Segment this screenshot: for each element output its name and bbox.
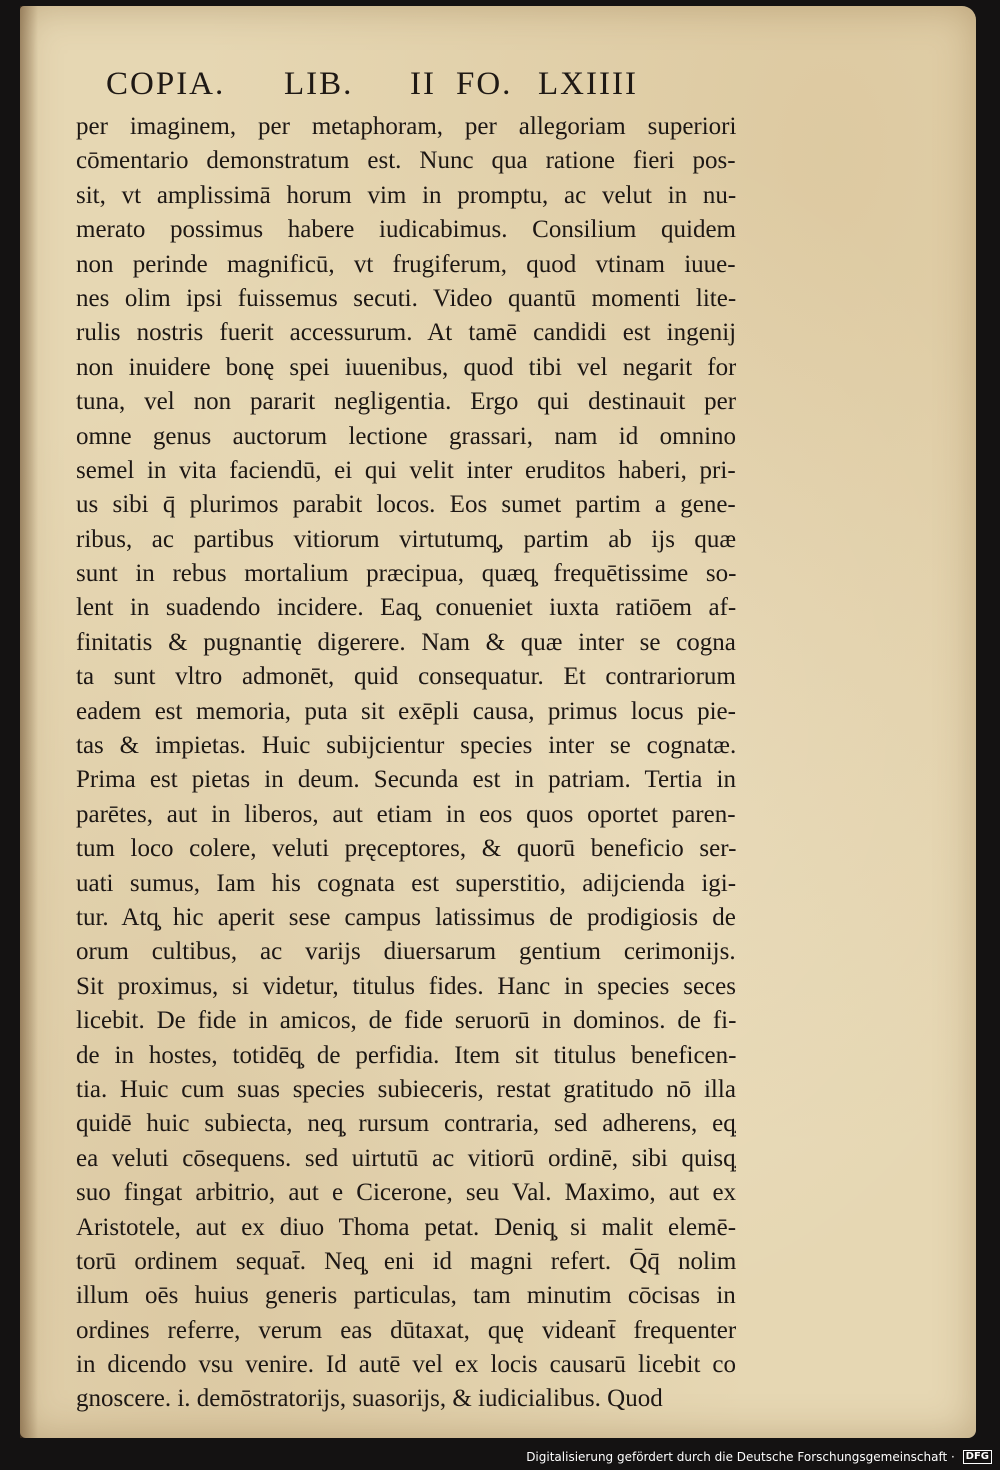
text-line: lent in suadendo incidere. Eaq̧ conueniet iuxta ratiōem af-: [76, 594, 736, 622]
text-line: Aristotele, aut ex diuo Thoma petat. Deniq̧ si malit elemē-: [76, 1213, 736, 1241]
text-line: merato possimus habere iudicabimus. Consilium quidem: [76, 216, 736, 244]
text-line: licebit. De fide in amicos, de fide seruorū in dominos. de fi-: [76, 1007, 736, 1035]
running-head-folio-number: LXIIII: [538, 66, 638, 102]
text-line: cōmentario demonstratum est. Nunc qua ratione fieri pos-: [76, 147, 736, 175]
text-line: tur. Atq̧ hic aperit sese campus latissimus de prodigiosis de: [76, 903, 736, 931]
page-gutter-shadow: [20, 6, 38, 1438]
text-line: non inuidere bonę spei iuuenibus, quod tibi vel negarit for: [76, 353, 736, 381]
text-line: omne genus auctorum lectione grassari, nam id omnino: [76, 422, 736, 450]
text-line: sit, vt amplissimā horum vim in promptu, ac velut in nu-: [76, 181, 736, 209]
running-head-book-number: II: [410, 66, 436, 102]
text-line: ea veluti cōsequens. sed uirtutū ac vitiorū ordinē, sibi quisq̧: [76, 1144, 736, 1172]
text-line: Prima est pietas in deum. Secunda est in patriam. Tertia in: [76, 766, 736, 794]
text-line: Sit proximus, si videtur, titulus fides. Hanc in species seces: [76, 972, 736, 1000]
text-line: tia. Huic cum suas species subieceris, restat gratitudo nō illa: [76, 1075, 736, 1103]
text-line: suo fingat arbitrio, aut e Cicerone, seu Val. Maximo, aut ex: [76, 1179, 736, 1207]
text-line: ordines referre, verum eas dūtaxat, quę videant̄ frequenter: [76, 1316, 736, 1344]
text-line: tum loco colere, veluti pręceptores, & quorū beneficio ser-: [76, 835, 736, 863]
text-line: rulis nostris fuerit accessurum. At tamē candidi est ingenij: [76, 319, 736, 347]
running-head-book: LIB.: [284, 66, 354, 102]
text-line: de in hostes, totidēq̧ de perfidia. Item sit titulus beneficen-: [76, 1041, 736, 1069]
book-page: [20, 6, 976, 1438]
text-line: ribus, ac partibus vitiorum virtutumq̧, partim ab ijs quæ: [76, 525, 736, 553]
text-line: parētes, aut in liberos, aut etiam in eos quos oportet paren-: [76, 800, 736, 828]
text-line: semel in vita faciendū, ei qui velit inter eruditos haberi, pri-: [76, 456, 736, 484]
text-line: sunt in rebus mortalium præcipua, quæq̧ frequētissime so-: [76, 560, 736, 588]
text-line: illum oēs huius generis particulas, tam minutim cōcisas in: [76, 1282, 736, 1310]
text-line: nes olim ipsi fuissemus secuti. Video quantū momenti lite-: [76, 284, 736, 312]
text-line: ta sunt vltro admonēt, quid consequatur. Et contrariorum: [76, 663, 736, 691]
text-line: us sibi q̄ plurimos parabit locos. Eos sumet partim a gene-: [76, 491, 736, 519]
running-head-title: COPIA.: [106, 66, 226, 102]
text-line: torū ordinem sequat̄. Neq̧ eni id magni refert. Q̄q̄ nolim: [76, 1247, 736, 1275]
text-line: gnoscere. i. demōstratorijs, suasorijs, & iudicialibus. Quod: [76, 1385, 663, 1413]
text-line: uati sumus, Iam his cognata est superstitio, adijcienda igi-: [76, 869, 736, 897]
body-text: [76, 110, 736, 1417]
text-line: non perinde magnificū, vt frugiferum, quod vtinam iuue-: [76, 250, 736, 278]
text-line: tas & impietas. Huic subijcientur species inter se cognatæ.: [76, 732, 736, 760]
credit-text: Digitalisierung gefördert durch die Deutsche Forschungsgemeinschaft ·: [526, 1449, 955, 1464]
text-line: tuna, vel non pararit negligentia. Ergo qui destinauit per: [76, 388, 736, 416]
text-line: eadem est memoria, puta sit exēpli causa, primus locus pie-: [76, 697, 736, 725]
digitization-credit: [526, 1450, 992, 1465]
dfg-logo: DFG: [963, 1450, 992, 1464]
text-line: finitatis & pugnantię digerere. Nam & quæ inter se cogna: [76, 628, 736, 656]
text-line: orum cultibus, ac varijs diuersarum gentium cerimonijs.: [76, 938, 736, 966]
text-line: in dicendo vsu venire. Id autē vel ex locis causarū licebit co: [76, 1351, 736, 1379]
text-line: quidē huic subiecta, neq̧ rursum contraria, sed adherens, eq̧: [76, 1110, 736, 1138]
running-head: [106, 66, 706, 110]
text-line: per imaginem, per metaphoram, per allegoriam superiori: [76, 113, 736, 140]
running-head-folio-label: FO.: [456, 66, 513, 102]
